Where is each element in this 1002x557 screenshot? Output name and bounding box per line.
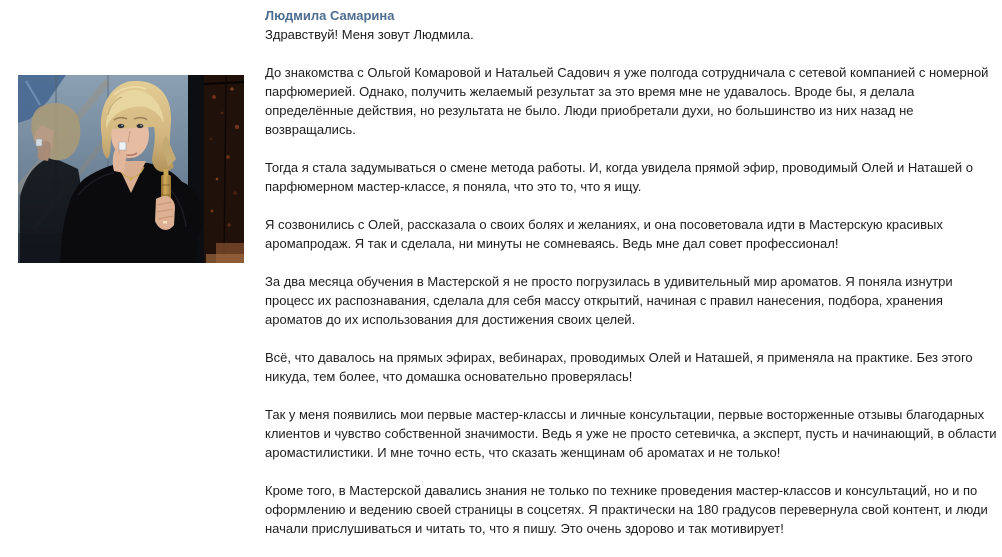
testimonial-photo-illustration xyxy=(18,75,244,263)
testimonial-paragraph: Кроме того, в Мастерской давались знания не только по технике проведения мастер-классов и консультаций, но и по оформлению и ведению своей страницы в соцсетях. Я практически на 180 градусов перевернула свой контент, и люди начали прислушиваться и читать то, что я пишу. Это очень здорово и так мотивирует! xyxy=(265,483,988,536)
author-name-link[interactable]: Людмила Самарина xyxy=(265,8,395,23)
testimonial-paragraph: Так у меня появились мои первые мастер-классы и личные консультации, первые восторженные отзывы благодарных клиентов и чувство собственной значимости. Ведь я уже не просто сетевичка, а эксперт, пусть и начинающий, в области аромастилистики. И мне точно есть, что сказать женщинам об ароматах и не только! xyxy=(265,407,997,460)
testimonial-paragraphs xyxy=(265,63,1002,538)
testimonial-paragraph: За два месяца обучения в Мастерской я не просто погрузилась в удивительный мир ароматов. Я поняла изнутри процесс их распознавания, сделала для себя массу открытий, начиная с правил нанесения, подбора, хранения ароматов до их использования для достижения своих целей. xyxy=(265,274,953,327)
greeting-text: Здравствуй! Меня зовут Людмила. xyxy=(265,27,474,42)
testimonial-paragraph: Я созвонились с Олей, рассказала о своих болях и желаниях, и она посоветовала идти в Мастерскую красивых аромапродаж. Я так и сделала, ни минуты не сомневаясь. Ведь мне дал совет профессионал! xyxy=(265,217,943,251)
testimonial-paragraph: До знакомства с Ольгой Комаровой и Натальей Садович я уже полгода сотрудничала с сетевой компанией с номерной парфюмерией. Однако, получить желаемый результат за это время мне не удавалось. Вроде бы, я делала определённые действия, но результата не было. Люди приобретали духи, но большинство из них назад не возвращались. xyxy=(265,65,989,137)
testimonial-paragraph: Тогда я стала задумываться о смене метода работы. И, когда увидела прямой эфир, проводимый Олей и Наташей о парфюмерном мастер-классе, я поняла, что это то, что я ищу. xyxy=(265,160,973,194)
testimonial-text xyxy=(265,6,1002,538)
testimonial-photo[interactable] xyxy=(18,75,244,263)
testimonial-paragraph: Всё, что давалось на прямых эфирах, вебинарах, проводимых Олей и Наташей, я применяла на практике. Без этого никуда, тем более, что домашка основательно проверялась! xyxy=(265,350,973,384)
